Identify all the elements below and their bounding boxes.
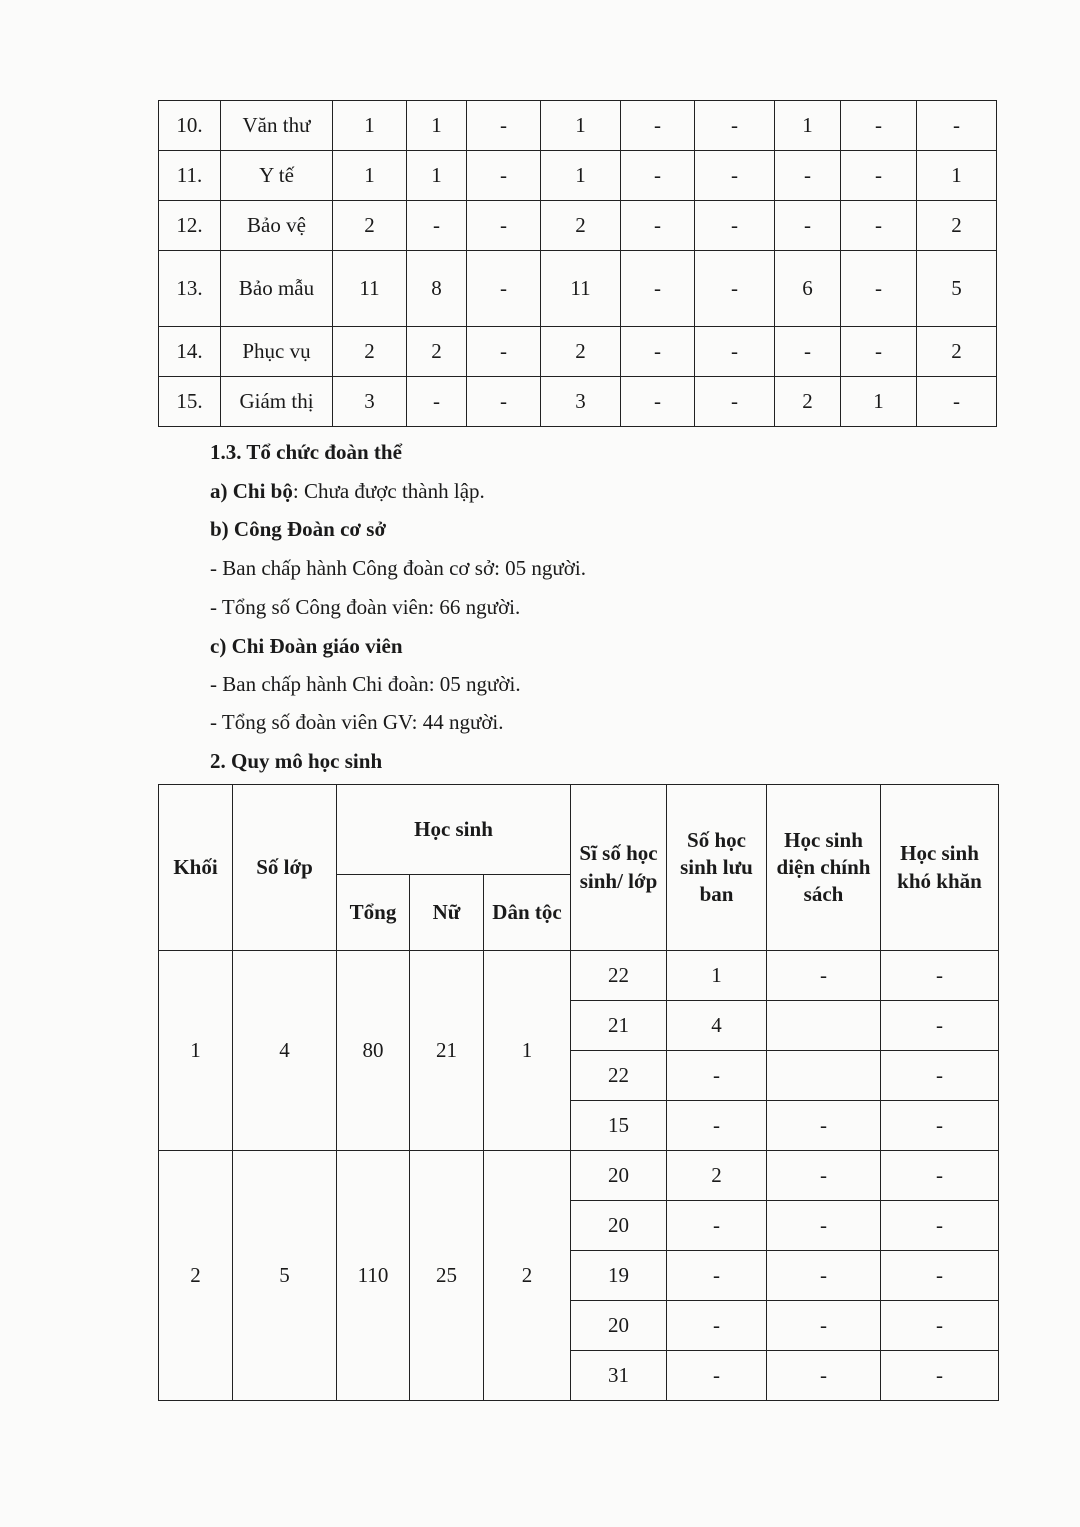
value-cell: 2 [775, 377, 841, 427]
value-cell: 2 [917, 201, 997, 251]
value-cell: - [841, 101, 917, 151]
value-cell: - [467, 101, 541, 151]
value-cell: - [695, 151, 775, 201]
chinh-sach-cell: - [767, 1251, 881, 1301]
cong-doan-line-2: - Tổng số Công đoàn viên: 66 người. [210, 595, 521, 619]
group-so-lop-cell: 4 [233, 951, 337, 1151]
value-cell: 1 [407, 101, 467, 151]
value-cell: - [841, 251, 917, 327]
value-cell: 1 [841, 377, 917, 427]
header-luu-ban: Số học sinh lưu ban [667, 785, 767, 951]
header-tong: Tổng [337, 875, 410, 951]
value-cell: - [841, 151, 917, 201]
row-number-cell: 15. [159, 377, 221, 427]
table-row [159, 1151, 999, 1201]
header-chinh-sach: Học sinh diện chính sách [767, 785, 881, 951]
value-cell: 1 [407, 151, 467, 201]
si-so-cell: 20 [571, 1201, 667, 1251]
table-row [159, 327, 997, 377]
role-cell: Bảo mẫu [221, 251, 333, 327]
value-cell: 2 [333, 201, 407, 251]
value-cell: 1 [917, 151, 997, 201]
value-cell: - [621, 251, 695, 327]
header-dan-toc: Dân tộc [484, 875, 571, 951]
value-cell: 2 [541, 201, 621, 251]
chinh-sach-cell: - [767, 1201, 881, 1251]
value-cell: - [467, 251, 541, 327]
luu-ban-cell: - [667, 1301, 767, 1351]
group-tong-cell: 80 [337, 951, 410, 1151]
kho-khan-cell: - [881, 1201, 999, 1251]
value-cell: - [621, 201, 695, 251]
value-cell: - [917, 377, 997, 427]
kho-khan-cell: - [881, 1151, 999, 1201]
table-row [159, 377, 997, 427]
header-nu: Nữ [410, 875, 484, 951]
value-cell: - [467, 377, 541, 427]
role-cell: Y tế [221, 151, 333, 201]
role-cell: Phục vụ [221, 327, 333, 377]
group-khoi-cell: 2 [159, 1151, 233, 1401]
luu-ban-cell: 1 [667, 951, 767, 1001]
section-1-3-heading: 1.3. Tổ chức đoàn thể [210, 440, 402, 464]
chi-doan-line-2: - Tổng số đoàn viên GV: 44 người. [210, 710, 504, 734]
row-number-cell: 11. [159, 151, 221, 201]
table-row [159, 101, 997, 151]
section-2-heading: 2. Quy mô học sinh [210, 749, 383, 773]
chinh-sach-cell [767, 1001, 881, 1051]
value-cell: - [841, 201, 917, 251]
value-cell: - [407, 201, 467, 251]
value-cell: 1 [333, 151, 407, 201]
group-nu-cell: 25 [410, 1151, 484, 1401]
row-number-cell: 10. [159, 101, 221, 151]
value-cell: 1 [541, 101, 621, 151]
chi-doan-line-1: - Ban chấp hành Chi đoàn: 05 người. [210, 672, 521, 696]
value-cell: 3 [333, 377, 407, 427]
value-cell: - [621, 327, 695, 377]
value-cell: 1 [541, 151, 621, 201]
cong-doan-heading: b) Công Đoàn cơ sở [210, 517, 387, 541]
si-so-cell: 22 [571, 1051, 667, 1101]
student-table-header [159, 785, 999, 951]
value-cell: 2 [407, 327, 467, 377]
chinh-sach-cell: - [767, 951, 881, 1001]
si-so-cell: 19 [571, 1251, 667, 1301]
si-so-cell: 20 [571, 1301, 667, 1351]
value-cell: - [621, 377, 695, 427]
role-cell: Bảo vệ [221, 201, 333, 251]
chi-bo-label: a) Chi bộ [210, 479, 293, 503]
chi-bo-text: : Chưa được thành lập. [292, 479, 485, 503]
value-cell: 1 [775, 101, 841, 151]
group-dan-toc-cell: 1 [484, 951, 571, 1151]
chinh-sach-cell: - [767, 1101, 881, 1151]
value-cell: - [467, 151, 541, 201]
chi-bo-line [210, 479, 485, 504]
value-cell: - [841, 327, 917, 377]
role-cell: Văn thư [221, 101, 333, 151]
value-cell: - [695, 251, 775, 327]
value-cell: 2 [917, 327, 997, 377]
header-khoi: Khối [159, 785, 233, 951]
luu-ban-cell: 2 [667, 1151, 767, 1201]
kho-khan-cell: - [881, 1051, 999, 1101]
chi-doan-heading: c) Chi Đoàn giáo viên [210, 634, 403, 658]
table-row [159, 251, 997, 327]
si-so-cell: 22 [571, 951, 667, 1001]
si-so-cell: 21 [571, 1001, 667, 1051]
value-cell: 11 [333, 251, 407, 327]
header-si-so: Sĩ số học sinh/ lớp [571, 785, 667, 951]
value-cell: - [467, 327, 541, 377]
group-tong-cell: 110 [337, 1151, 410, 1401]
chinh-sach-cell: - [767, 1301, 881, 1351]
group-nu-cell: 21 [410, 951, 484, 1151]
value-cell: 6 [775, 251, 841, 327]
si-so-cell: 15 [571, 1101, 667, 1151]
table-row [159, 951, 999, 1001]
kho-khan-cell: - [881, 1251, 999, 1301]
student-table-body [159, 951, 999, 1401]
value-cell: - [467, 201, 541, 251]
value-cell: - [621, 101, 695, 151]
luu-ban-cell: - [667, 1251, 767, 1301]
kho-khan-cell: - [881, 1101, 999, 1151]
si-so-cell: 20 [571, 1151, 667, 1201]
kho-khan-cell: - [881, 951, 999, 1001]
header-kho-khan: Học sinh khó khăn [881, 785, 999, 951]
luu-ban-cell: - [667, 1351, 767, 1401]
value-cell: - [407, 377, 467, 427]
value-cell: 2 [541, 327, 621, 377]
si-so-cell: 31 [571, 1351, 667, 1401]
staff-table-body [159, 101, 997, 427]
value-cell: - [775, 201, 841, 251]
role-cell: Giám thị [221, 377, 333, 427]
group-dan-toc-cell: 2 [484, 1151, 571, 1401]
student-table [158, 784, 999, 1401]
value-cell: - [621, 151, 695, 201]
value-cell: - [695, 377, 775, 427]
value-cell: - [917, 101, 997, 151]
luu-ban-cell: - [667, 1101, 767, 1151]
luu-ban-cell: 4 [667, 1001, 767, 1051]
row-number-cell: 14. [159, 327, 221, 377]
chinh-sach-cell: - [767, 1351, 881, 1401]
value-cell: - [695, 101, 775, 151]
staff-table [158, 100, 997, 427]
value-cell: 11 [541, 251, 621, 327]
luu-ban-cell: - [667, 1051, 767, 1101]
kho-khan-cell: - [881, 1301, 999, 1351]
value-cell: 1 [333, 101, 407, 151]
table-row [159, 151, 997, 201]
kho-khan-cell: - [881, 1351, 999, 1401]
value-cell: 2 [333, 327, 407, 377]
chinh-sach-cell: - [767, 1151, 881, 1201]
value-cell: 3 [541, 377, 621, 427]
row-number-cell: 12. [159, 201, 221, 251]
table-row [159, 201, 997, 251]
value-cell: 8 [407, 251, 467, 327]
luu-ban-cell: - [667, 1201, 767, 1251]
chinh-sach-cell [767, 1051, 881, 1101]
header-hoc-sinh: Học sinh [337, 785, 571, 875]
value-cell: - [775, 327, 841, 377]
group-so-lop-cell: 5 [233, 1151, 337, 1401]
value-cell: - [695, 201, 775, 251]
row-number-cell: 13. [159, 251, 221, 327]
value-cell: 5 [917, 251, 997, 327]
kho-khan-cell: - [881, 1001, 999, 1051]
cong-doan-line-1: - Ban chấp hành Công đoàn cơ sở: 05 người. [210, 556, 586, 580]
group-khoi-cell: 1 [159, 951, 233, 1151]
value-cell: - [695, 327, 775, 377]
value-cell: - [775, 151, 841, 201]
header-so-lop: Số lớp [233, 785, 337, 951]
